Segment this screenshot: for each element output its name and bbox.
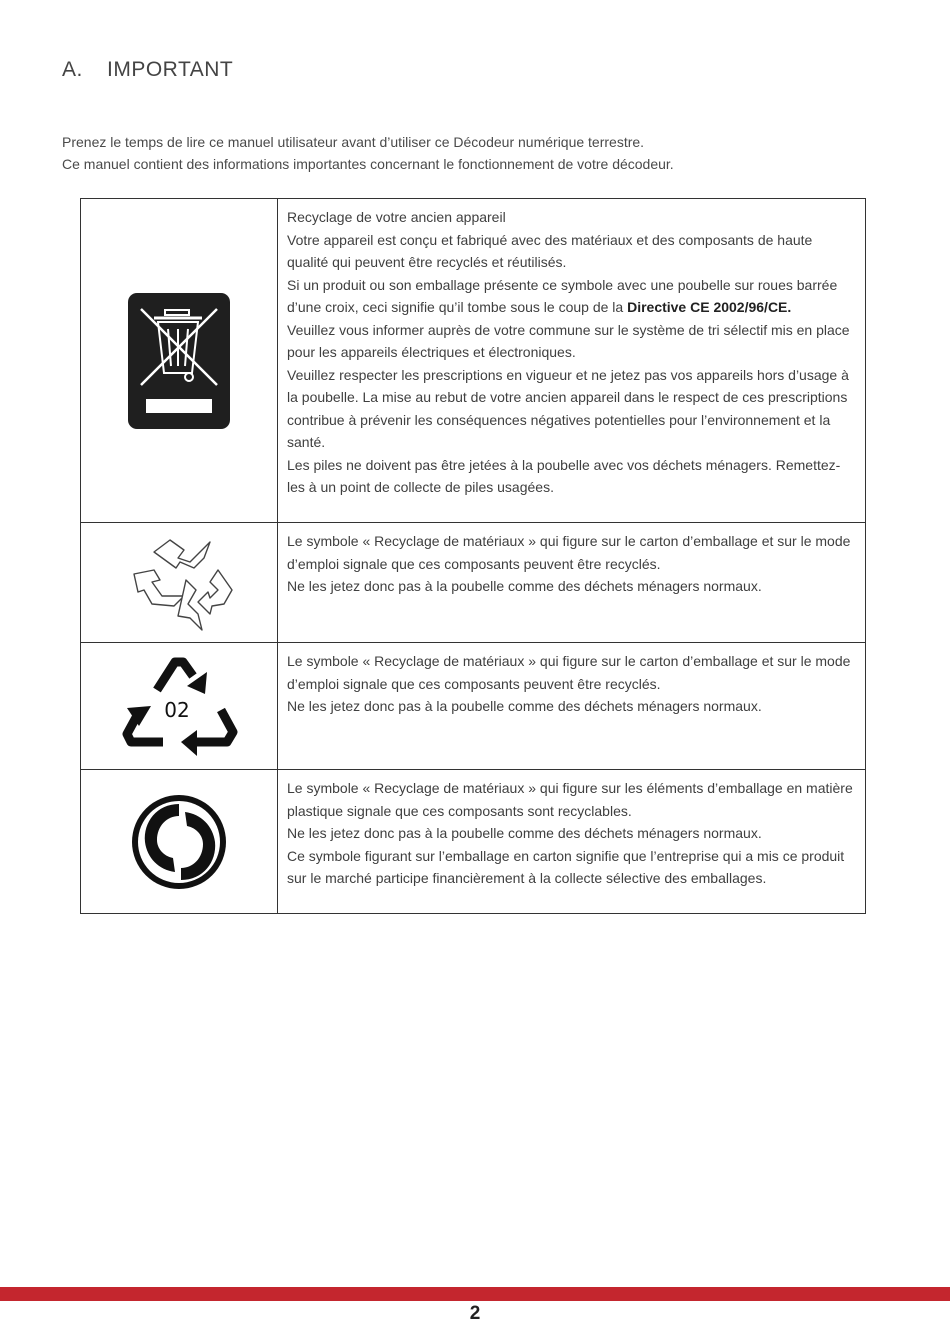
- directive-reference: Directive CE 2002/96/CE.: [627, 299, 792, 315]
- green-dot-icon: [129, 792, 229, 892]
- crossed-wheelie-bin-icon: [128, 293, 230, 429]
- intro-line-2: Ce manuel contient des informations importantes concernant le fonctionnement de votre décodeur.: [62, 156, 674, 172]
- recycling-text: [278, 523, 866, 643]
- recycling-paragraph-1: Le symbole « Recyclage de matériaux » qui figure sur le carton d’emballage et sur le mode d’emploi signale que ces composants peuvent être recyclés.: [287, 533, 851, 572]
- table-row-recycling: [81, 523, 866, 643]
- weee-heading: Recyclage de votre ancien appareil: [287, 209, 506, 225]
- weee-paragraph-5: Les piles ne doivent pas être jetées à la poubelle avec vos déchets ménagers. Remettez-les à un point de collecte de piles usagées.: [287, 456, 841, 495]
- recycling-info-table: [80, 198, 866, 914]
- plastic-paragraph-2: Ne les jetez donc pas à la poubelle comme des déchets ménagers normaux.: [287, 698, 762, 714]
- weee-text: [278, 199, 866, 523]
- weee-paragraph-1: Votre appareil est conçu et fabriqué avec des matériaux et des composants de haute qualité qui peuvent être recyclés et réutilisés.: [287, 231, 813, 270]
- table-row-plastic: [81, 643, 866, 770]
- page-number: 2: [469, 1303, 481, 1324]
- section-heading: IMPORTANT: [107, 58, 234, 81]
- icon-cell: [81, 770, 278, 914]
- recycling-outline-icon: [124, 534, 234, 632]
- section-title: [62, 58, 233, 82]
- icon-cell: [81, 523, 278, 643]
- green-dot-text: [278, 770, 866, 914]
- weee-paragraph-2-text: Si un produit ou son emballage présente ce symbole avec une poubelle sur roues barrée d’une croix, ceci signifie qu’il tombe sous le coup de la: [287, 276, 838, 315]
- intro-text: [62, 131, 902, 175]
- plastic-text: [278, 643, 866, 770]
- recycling-paragraph-2: Ne les jetez donc pas à la poubelle comme des déchets ménagers normaux.: [287, 578, 762, 594]
- weee-paragraph-3: Veuillez vous informer auprès de votre commune sur le système de tri sélectif mis en place pour les appareils électriques et électroniques.: [287, 321, 850, 360]
- plastic-code: 02: [164, 698, 190, 722]
- intro-line-1: Prenez le temps de lire ce manuel utilisateur avant d’utiliser ce Décodeur numérique terrestre.: [62, 134, 645, 150]
- icon-cell: [81, 643, 278, 770]
- section-number: A.: [62, 58, 83, 81]
- footer-bar: [0, 1287, 950, 1301]
- plastic-recycling-02-icon: [119, 650, 239, 762]
- green-dot-paragraph-3: Ce symbole figurant sur l’emballage en carton signifie que l’entreprise qui a mis ce produit sur le marché participe financièrement à la collecte sélective des emballages.: [287, 847, 845, 886]
- icon-cell: [81, 199, 278, 523]
- weee-paragraph-4: Veuillez respecter les prescriptions en vigueur et ne jetez pas vos appareils hors d’usage à la poubelle. La mise au rebut de votre ancien appareil dans le respect de ces prescriptions contribue à prévenir les conséquences négatives potentielles pour l’environnement et la santé.: [287, 366, 849, 450]
- table-row-weee: [81, 199, 866, 523]
- plastic-paragraph-1: Le symbole « Recyclage de matériaux » qui figure sur le carton d’emballage et sur le mode d’emploi signale que ces composants peuvent être recyclés.: [287, 653, 851, 692]
- green-dot-paragraph-1: Le symbole « Recyclage de matériaux » qui figure sur les éléments d’emballage en matière plastique signale que ces composants sont recyclables.: [287, 780, 853, 819]
- green-dot-paragraph-2: Ne les jetez donc pas à la poubelle comme des déchets ménagers normaux.: [287, 825, 762, 841]
- weee-paragraph-2: [287, 274, 857, 319]
- table-row-green-dot: [81, 770, 866, 914]
